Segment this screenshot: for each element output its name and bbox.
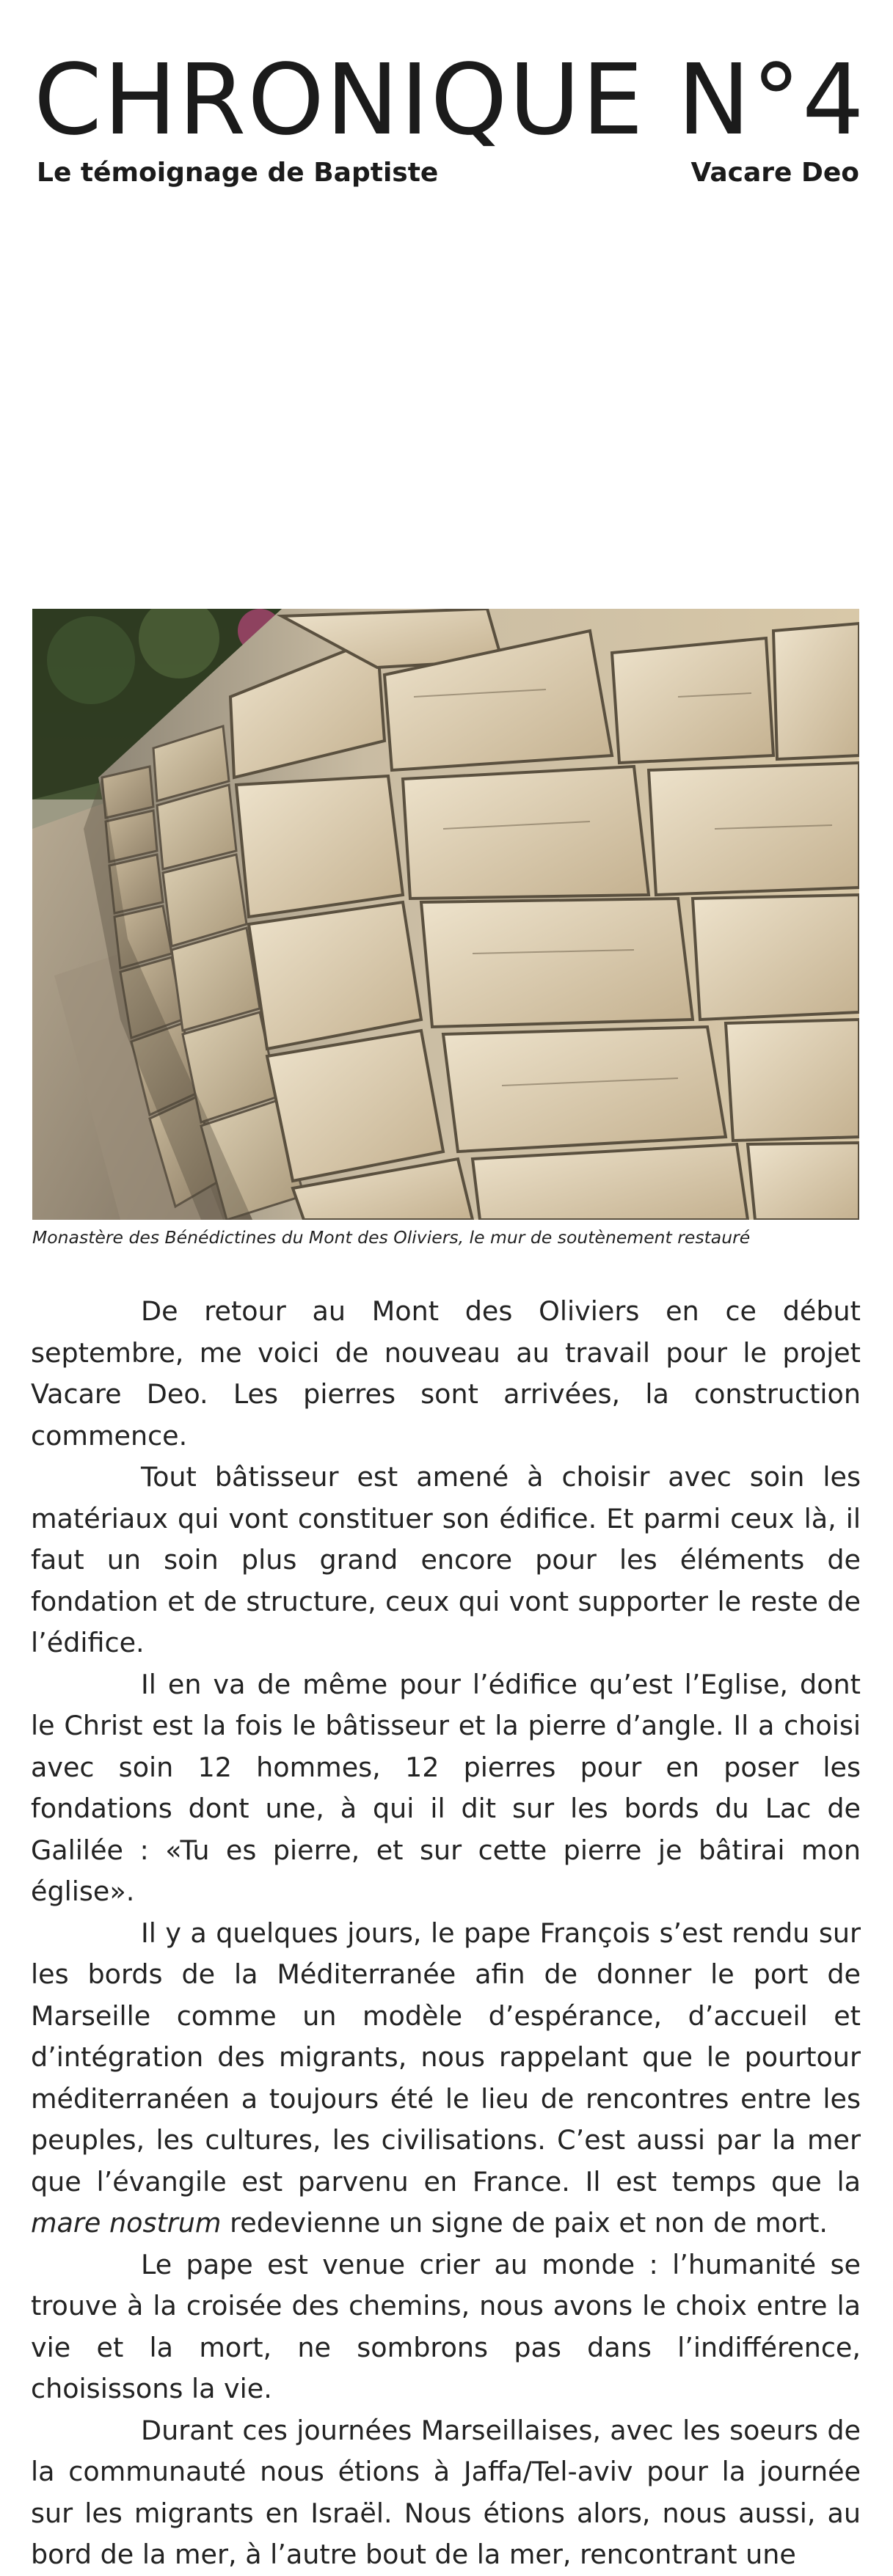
paragraph-1: De retour au Mont des Oliviers en ce début septembre, me voici de nouveau au travail pour le projet Vacare Deo. Les pierres sont arrivées, la construction commence. [31,1295,861,1452]
page-title: CHRONIQUE N°4 [34,44,866,157]
paragraph-2: Tout bâtisseur est amené à choisir avec soin les matériaux qui vont constituer son édifice. Et parmi ceux là, il faut un soin plus grand encore pour les éléments de fondation et de structure, ceux qui vont supporter le reste de l’édifice. [31,1461,861,1658]
project-subtitle: Vacare Deo [690,158,859,188]
paragraph-4-text-b: redevienne un signe de paix et non de mort. [221,2207,828,2239]
paragraph-4 [31,1913,861,2244]
paragraph-4-text-a: Il y a quelques jours, le pape François s’est rendu sur les bords de la Méditerranée afin de donner le port de Marseille comme un modèle d’espérance, d’accueil et d’intégration des migrants, nous rappelant que le pourtour méditerranéen a toujours été le lieu de rencontres entre les peuples, les cultures, les civilisations. C’est aussi par la mer que l’évangile est parvenu en France. Il est temps que la [31,1917,861,2198]
photo-caption: Monastère des Bénédictines du Mont des Oliviers, le mur de soutènement restauré [32,1227,751,1248]
paragraph-5: Le pape est venue crier au monde : l’humanité se trouve à la croisée des chemins, nous avons le choix entre la vie et la mort, ne sombrons pas dans l’indifférence, choisissons la vie. [31,2248,861,2404]
paragraph-3: Il en va de même pour l’édifice qu’est l’Eglise, dont le Christ est la fois le bâtisseur et la pierre d’angle. Il a choisi avec soin 12 hommes, 12 pierres pour en poser les fondations dont une, à qui il dit sur les bords du Lac de Galilée : «Tu es pierre, et sur cette pierre je bâtirai mon église». [31,1668,861,1907]
paragraph-6: Durant ces journées Marseillaises, avec les soeurs de la communauté nous étions à Jaffa/Tel-aviv pour la journée sur les migrants en Israël. Nous étions alors, nous aussi, au bord de la mer, à l’autre bout de la mer, rencontrant une [31,2414,861,2570]
article-body [31,1291,861,2576]
author-subtitle: Le témoignage de Baptiste [37,158,439,188]
stone-wall-photo [32,609,859,1220]
paragraph-4-italic: mare nostrum [31,2207,222,2239]
